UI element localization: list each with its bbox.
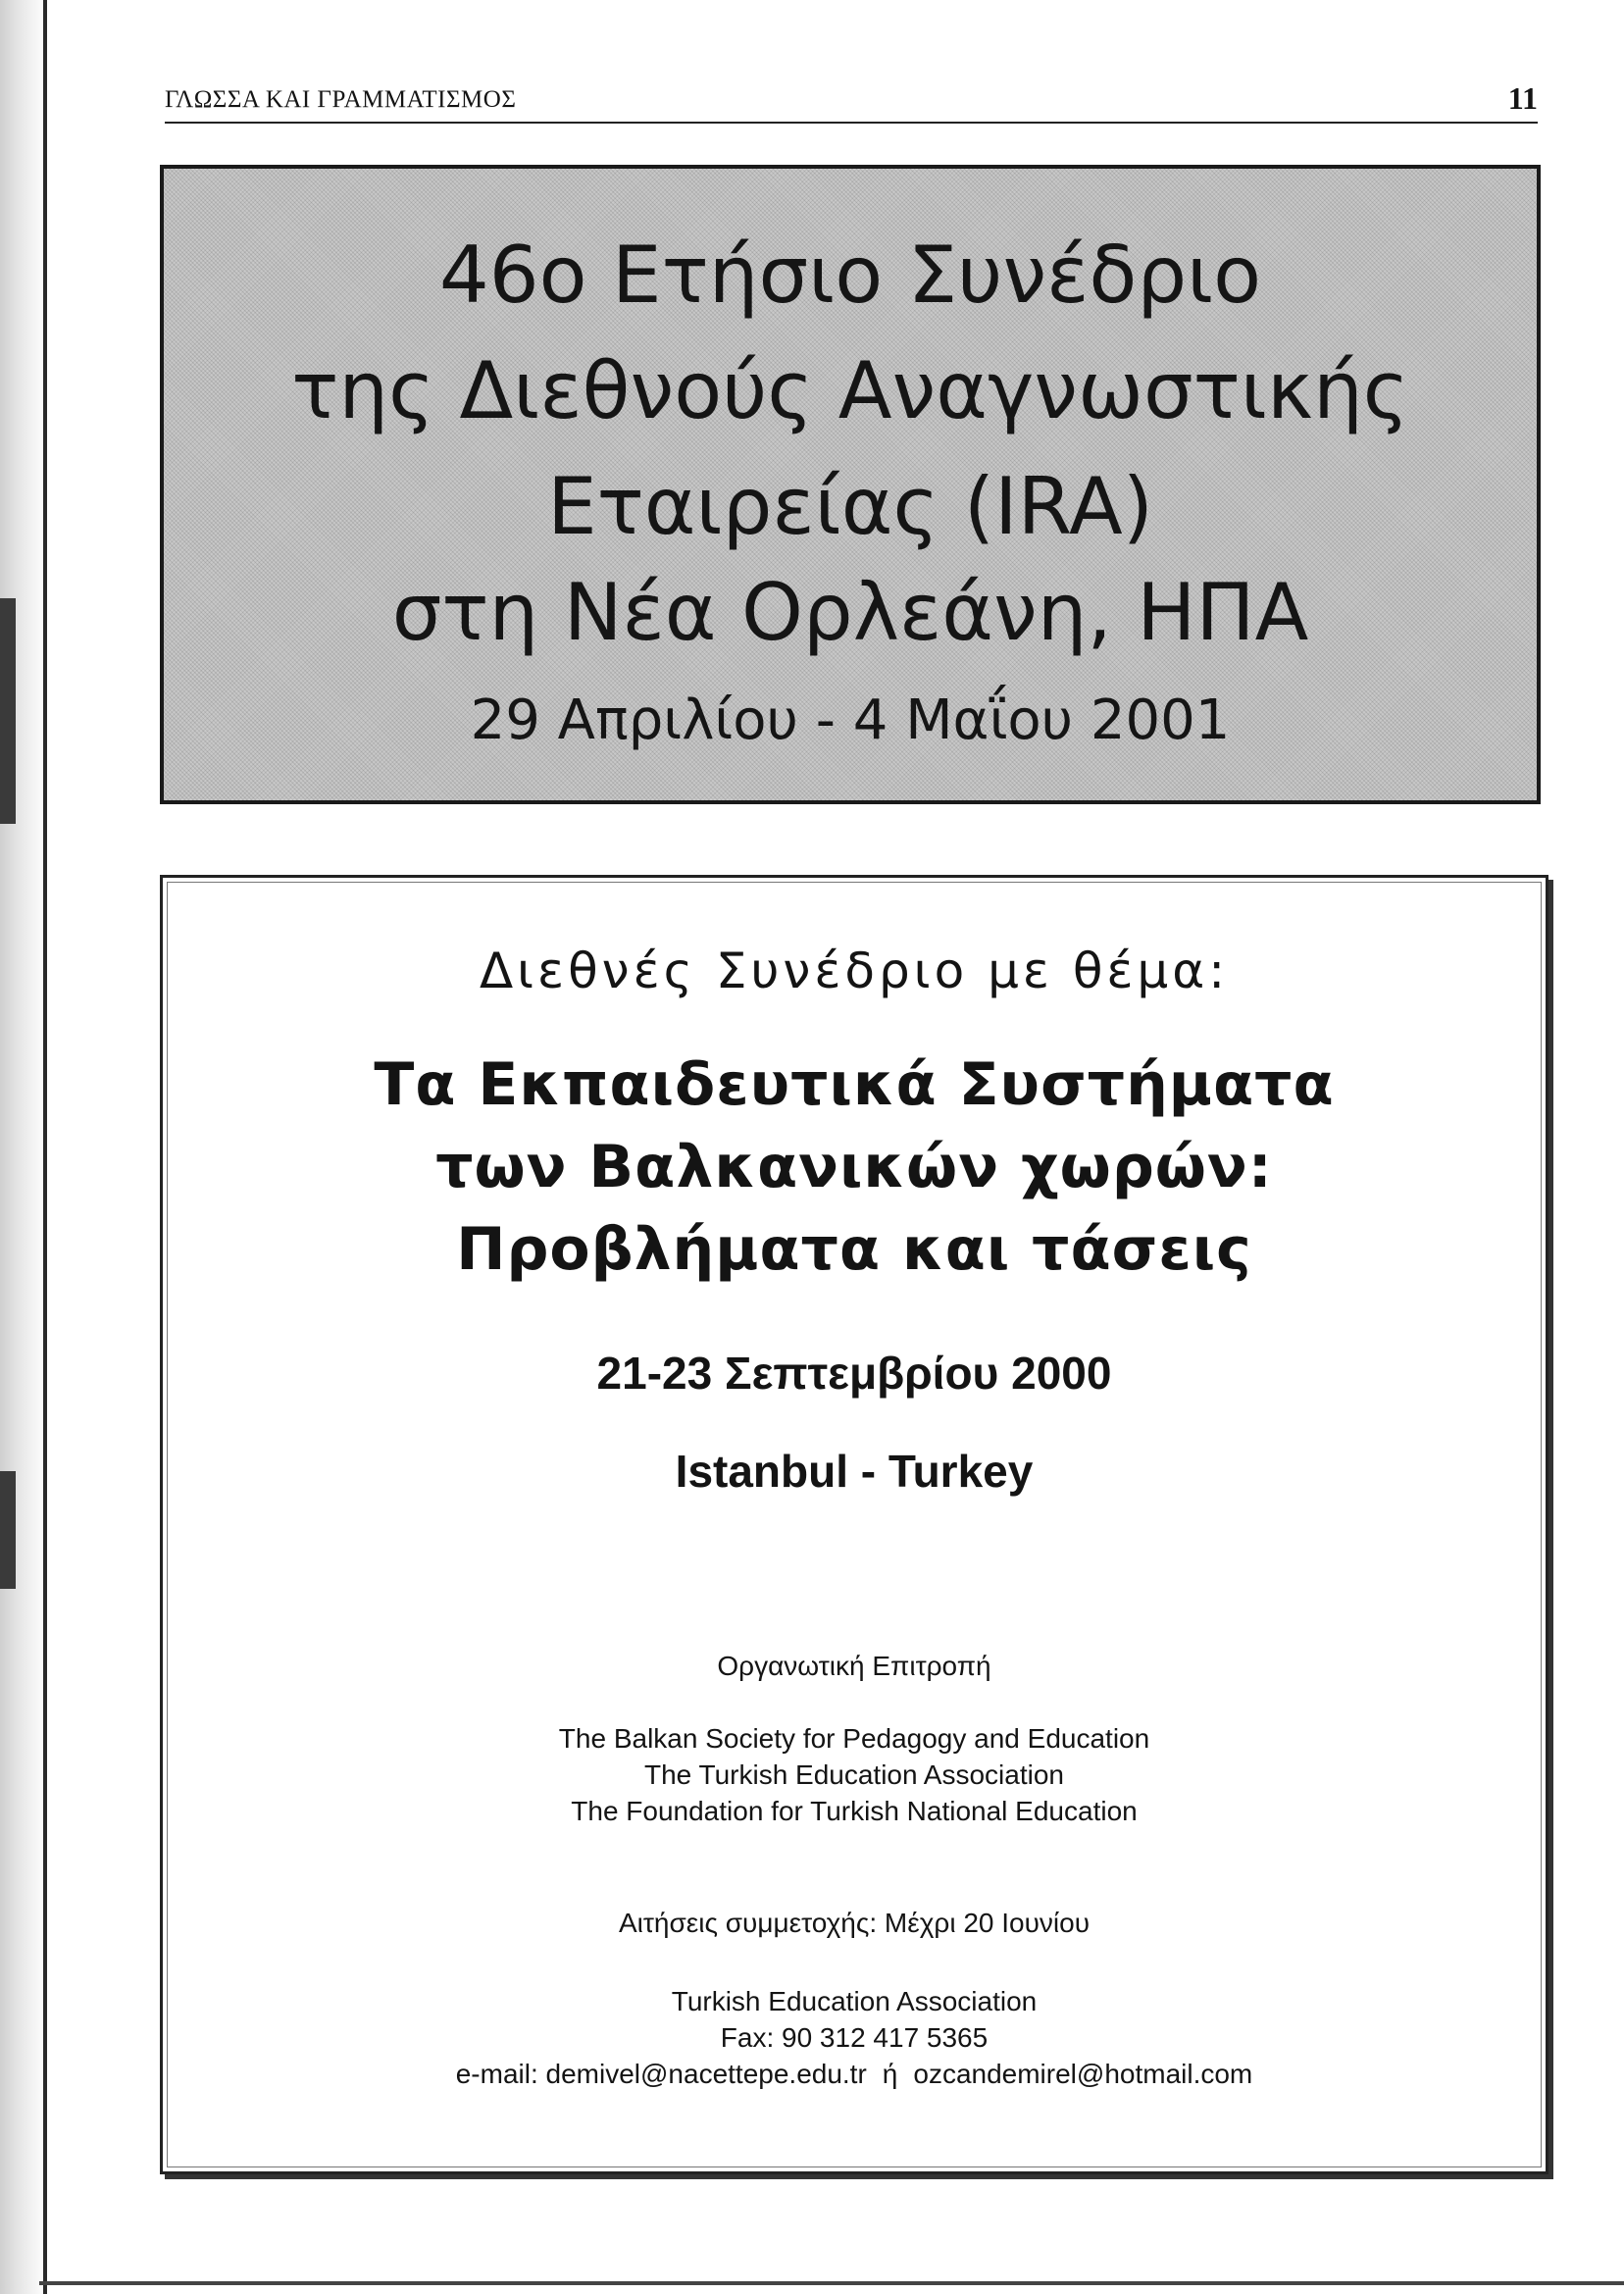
ira-heading-line-2: της Διεθνούς Αναγνωστικής: [291, 345, 1409, 436]
contact-email-alternate[interactable]: ozcandemirel@hotmail.com: [913, 2059, 1253, 2089]
page-number: 11: [1507, 80, 1538, 116]
organizing-committee-label: Οργανωτική Επιτροπή: [717, 1651, 991, 1681]
binding-mark-lower: [0, 1471, 16, 1589]
page-binding-shadow: [0, 0, 47, 2294]
running-header: [165, 78, 1538, 124]
conference-title-line-1: Τα Εκπαιδευτικά Συστήματα: [374, 1050, 1335, 1119]
ira-heading-line-1: 46o Ετήσιο Συνέδριο: [438, 229, 1262, 321]
conference-location: Istanbul - Turkey: [675, 1446, 1034, 1497]
contact-email-or: ή: [882, 2059, 898, 2089]
conference-dates: 21-23 Σεπτεμβρίου 2000: [596, 1348, 1112, 1399]
contact-organization: Turkish Education Association: [671, 1986, 1038, 2016]
conference-title-line-2: των Βαλκανικών χωρών:: [435, 1133, 1273, 1201]
ira-announcement-box: [160, 165, 1541, 804]
applications-deadline: Αιτήσεις συμμετοχής: Μέχρι 20 Ιουνίου: [618, 1908, 1091, 1938]
binding-mark-upper: [0, 598, 16, 824]
ira-conference-dates: 29 Απριλίου - 4 Μαΐου 2001: [470, 688, 1231, 752]
ira-heading-line-4: στη Νέα Ορλεάνη, ΗΠΑ: [391, 567, 1309, 658]
balkan-conference-box: [160, 875, 1548, 2174]
contact-email-primary[interactable]: e-mail: demivel@nacettepe.edu.tr: [455, 2059, 867, 2089]
ira-heading-line-3: Εταιρείας (IRA): [547, 461, 1153, 552]
page-binding-edge: [43, 0, 47, 2294]
organizer-item: The Balkan Society for Pedagogy and Education: [558, 1723, 1150, 1754]
page-bottom-edge: [39, 2281, 1624, 2285]
journal-title: ΓΛΩΣΣΑ ΚΑΙ ΓΡΑΜΜΑΤΙΣΜΟΣ: [165, 86, 517, 113]
contact-email-line: [163, 2059, 1546, 2090]
conference-intro: Διεθνές Συνέδριο με θέμα:: [479, 943, 1230, 999]
conference-title-line-3: Προβλήματα και τάσεις: [456, 1215, 1252, 1284]
contact-fax: Fax: 90 312 417 5365: [720, 2022, 989, 2053]
organizer-item: The Foundation for Turkish National Education: [571, 1796, 1138, 1826]
organizer-item: The Turkish Education Association: [643, 1759, 1064, 1790]
